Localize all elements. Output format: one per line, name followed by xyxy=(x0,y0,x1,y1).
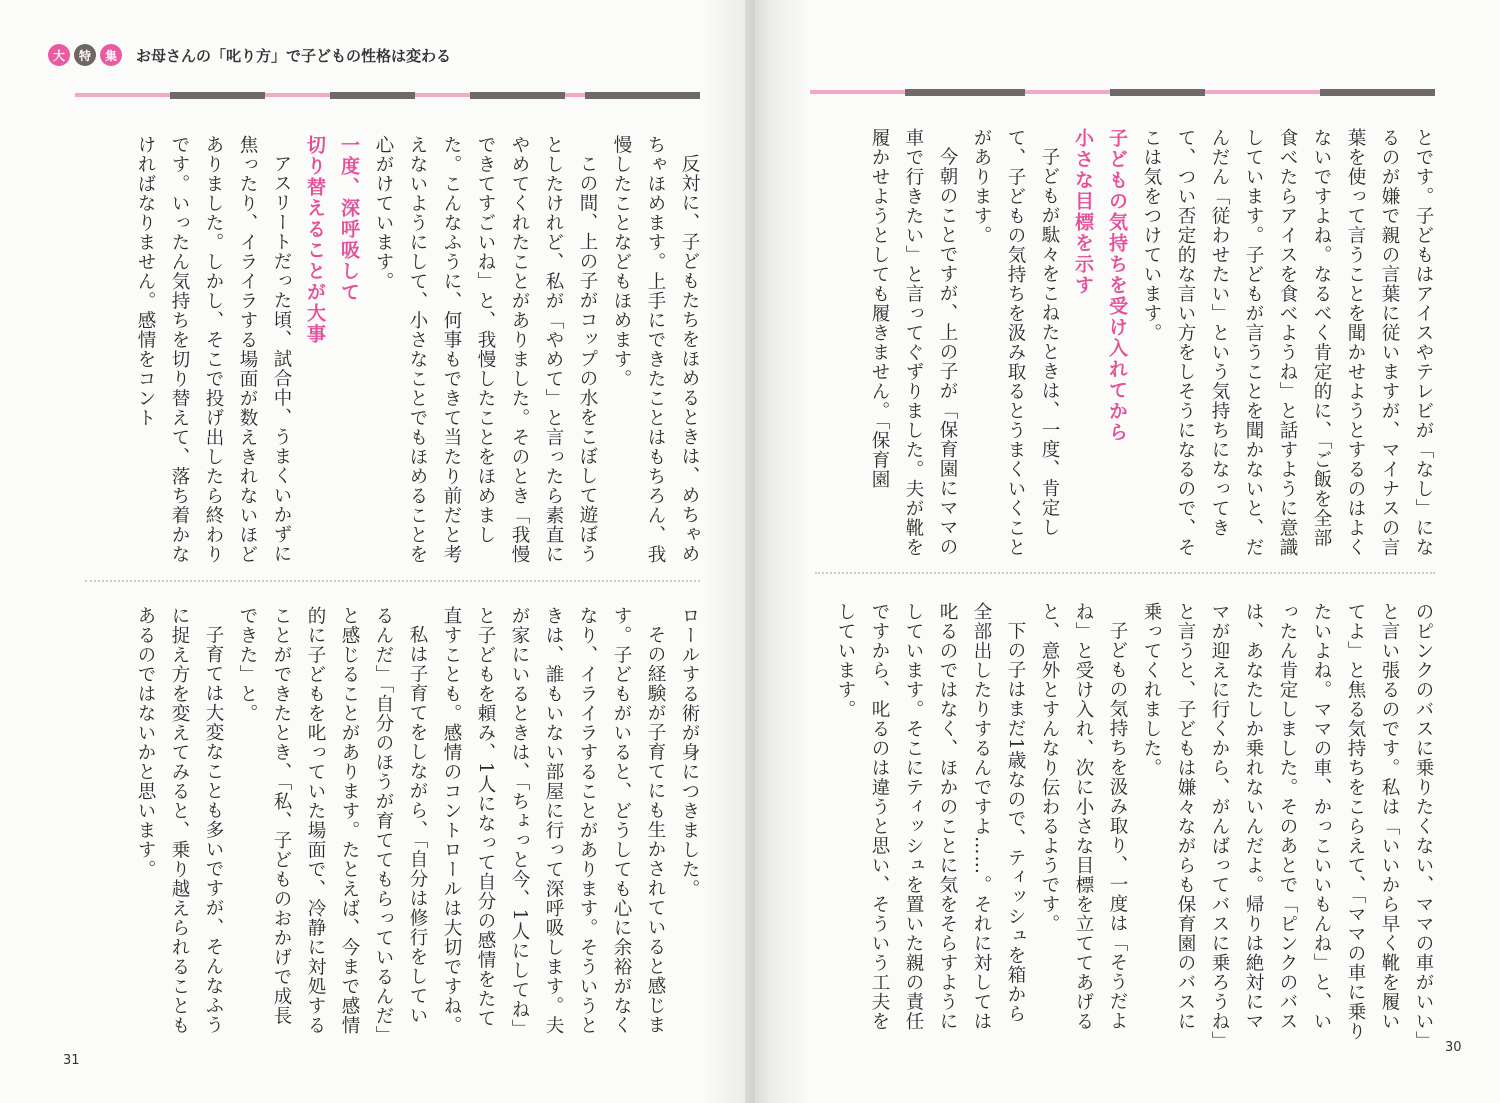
badge-dai: 大 xyxy=(48,44,70,66)
badge-toku: 特 xyxy=(74,44,96,66)
rule-dash xyxy=(1110,89,1205,96)
feature-title: お母さんの「叱り方」で子どもの性格は変わる xyxy=(136,46,452,65)
section-heading: 子どもの気持ちを受け入れてから xyxy=(1106,128,1128,443)
left-page-upper-text xyxy=(78,135,706,567)
body-paragraph: ロールする術が身につきました。 xyxy=(679,606,700,899)
body-paragraph: 私は子育てをしながら、「自分は修行をしているんだ」「自分のほうが育ててもらっているんだ」と感じることがあります。たとえば、今まで感情的に子どもを叱っていた場面で、冷静に対処することができたとき、「私、子どものおかげで成長できた」と。 xyxy=(237,606,428,1036)
feature-header xyxy=(48,44,451,66)
body-paragraph: 反対に、子どもたちをほめるときは、めちゃめちゃほめます。上手にできたことはもちろん、我慢したことなどもほめます。 xyxy=(611,135,700,564)
left-page-lower-text xyxy=(78,606,706,1040)
rule-dash xyxy=(470,92,565,99)
section-heading: 切り替えることが大事 xyxy=(304,135,326,345)
body-paragraph: 今朝のことですが、上の子が「保育園にママの車で行きたい」と言ってぐずりました。夫が靴を履かせようとしても履きません。「保育園 xyxy=(869,128,958,557)
body-paragraph: 子育ては大変なことも多いですが、そんなふうに捉え方を変えてみると、乗り越えられることもあるのではないかと思います。 xyxy=(135,606,224,1035)
page-number-right: 30 xyxy=(1445,1040,1462,1055)
body-paragraph: その経験が子育てにも生かされていると感じます。子どもがいると、どうしても心に余裕がなくなり、イライラすることがあります。そういうときは、誰もいない部屋に行って深呼吸します。夫が家にいるときは、「ちょっと今、1人にしてね」と子どもを頼み、1人になって自分の感情をたて直すことも。感情のコントロールは大切ですね。 xyxy=(441,606,666,1039)
body-paragraph: のピンクのバスに乗りたくない、ママの車がいい」と言い張るのです。私は「いいから早く靴を履いてよ」と焦る気持ちをこらえて、「ママの車に乗りたいよね。ママの車、かっこいいもんね」と、いったん肯定しました。そのあとで「ピンクのバスは、あなたしか乗れないんだよ。帰りは絶対にママが迎えに行くから、がんばってバスに乗ろうね」と言うと、子どもは嫌々ながらも保育園のバスに乗ってくれました。 xyxy=(1141,602,1434,1042)
section-heading: 一度、深呼吸して xyxy=(338,135,360,303)
body-paragraph: 子どもが駄々をこねたときは、一度、肯定して、子どもの気持ちを汲み取るとうまくいくことがあります。 xyxy=(971,128,1060,557)
section-divider-left xyxy=(85,580,700,582)
body-paragraph: 子どもの気持ちを汲み取り、一度は「そうだよね」と受け入れ、次に小さな目標を立ててあげると、意外とすんなり伝わるようです。 xyxy=(1039,602,1128,1031)
body-paragraph: とです。子どもはアイスやテレビが「なし」になるのが嫌で親の言葉に従いますが、マイナスの言葉を使って言うことを聞かせようとするのはよくないですよね。なるべく肯定的に、「ご飯を全部食べたらアイスを食べようね」と話すように意識しています。子どもが言うことを聞かないと、だんだん「従わせたい」という気持ちになってきて、つい否定的な言い方をしそうになるので、そこは気をつけています。 xyxy=(1141,128,1434,557)
section-heading: 小さな目標を示す xyxy=(1072,128,1094,296)
page-number-left: 31 xyxy=(63,1053,80,1068)
body-paragraph: アスリートだった頃、試合中、うまくいかずに焦ったり、イライラする場面が数えきれないほどありました。しかし、そこで投げ出したら終わりです。いったん気持ちを切り替えて、落ち着かなければなりません。感情をコント xyxy=(135,135,292,564)
right-page-lower-text xyxy=(812,602,1440,1042)
rule-dash xyxy=(1320,89,1435,96)
rule-dash xyxy=(330,92,415,99)
section-divider-right xyxy=(815,572,1435,574)
rule-dash xyxy=(170,92,265,99)
rule-dash xyxy=(585,92,700,99)
body-paragraph: この間、上の子がコップの水をこぼして遊ぼうとしたけれど、私が「やめて」と言ったら素直にやめてくれたことがありました。そのとき「我慢できてすごいね」と、我慢したことをほめました。こんなふうに、何事もできて当たり前だと考えないようにして、小さなことでもほめることを心がけています。 xyxy=(373,135,598,564)
right-page-upper-text xyxy=(812,128,1440,564)
rule-dash xyxy=(905,89,1025,96)
body-paragraph: 下の子はまだ1歳なので、ティッシュを箱から全部出したりするんですよ……。それに対しては叱るのではなく、ほかのことに気をそらすようにしています。そこにティッシュを置いた親の責任ですから、叱るのは違うと思い、そういう工夫をしています。 xyxy=(835,602,1026,1031)
badge-shu: 集 xyxy=(100,44,122,66)
